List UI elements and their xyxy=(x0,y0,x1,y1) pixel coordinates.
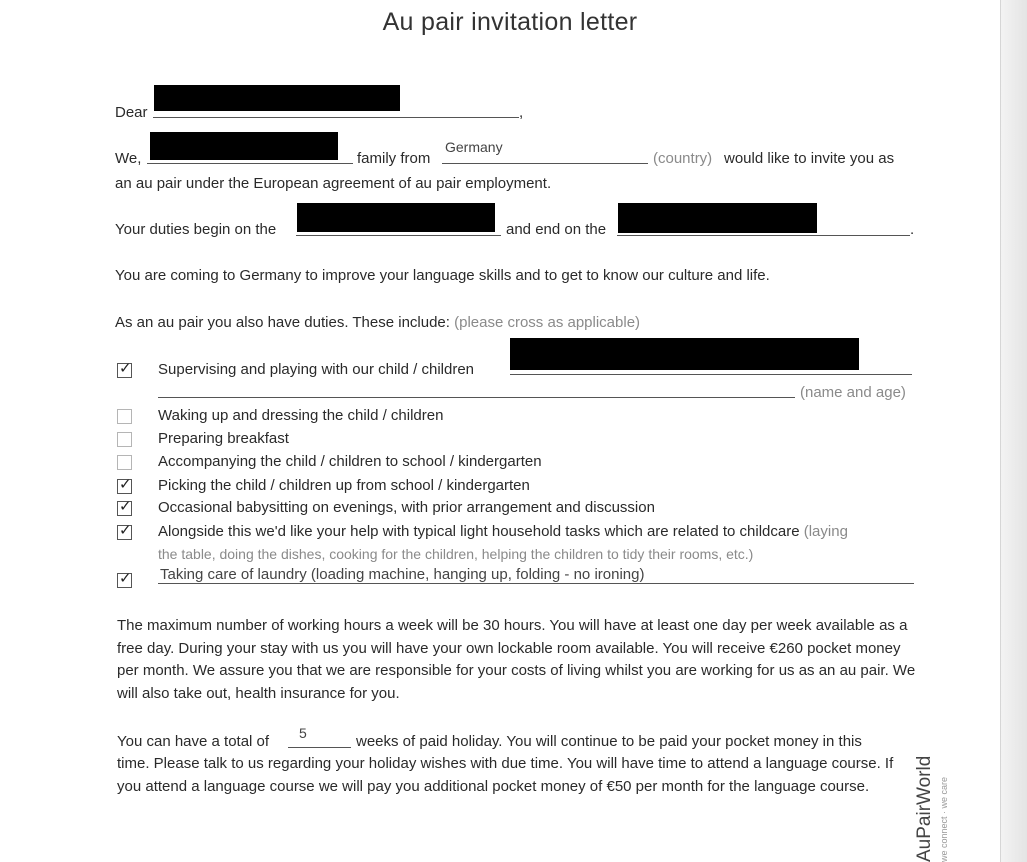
duty-label-waking: Waking up and dressing the child / children xyxy=(158,407,444,424)
duty-label-breakfast: Preparing breakfast xyxy=(158,430,289,447)
logo-name: AuPairWorld xyxy=(914,755,935,862)
country-line xyxy=(442,163,648,164)
check-mark-icon: ✓ xyxy=(119,570,132,587)
laundry-line xyxy=(158,583,914,584)
country-value: Germany xyxy=(445,139,503,155)
family-name-line xyxy=(147,163,353,164)
page-edge xyxy=(1000,0,1027,862)
check-mark-icon: ✓ xyxy=(119,498,132,515)
agreement-text: an au pair under the European agreement of au pair employment. xyxy=(115,175,552,192)
duties-intro-hint: (please cross as applicable) xyxy=(454,314,641,331)
greeting-label: Dear xyxy=(115,104,148,121)
invite-text: would like to invite you as xyxy=(724,150,895,167)
working-hours-paragraph: The maximum number of working hours a week will be 30 hours. You will have at least one day per week available as a free day. During your stay with us you will have your own lockable room available. You will receive €260 pocket money per month. We assure you that we are responsible for your costs of living whilst you are working for us as an au pair. We will also take out, health insurance for you. xyxy=(117,617,916,702)
duty-label-laundry: Taking care of laundry (loading machine, hanging up, folding - no ironing) xyxy=(160,566,645,583)
redacted-family-name xyxy=(150,132,338,160)
greeting-comma: , xyxy=(519,104,524,121)
we-label: We, xyxy=(115,150,142,167)
redacted-children-names xyxy=(510,338,859,370)
duty-checkbox-supervising[interactable] xyxy=(117,360,132,378)
holiday-weeks-line xyxy=(288,747,351,748)
duty-label-babysitting: Occasional babysitting on evenings, with prior arrangement and discussion xyxy=(158,499,655,516)
aupairworld-logo xyxy=(914,755,949,862)
duty-checkbox-breakfast[interactable] xyxy=(117,432,132,447)
logo-tagline: we connect · we care xyxy=(939,776,949,862)
duty-checkbox-accompanying[interactable] xyxy=(117,455,132,470)
holiday-weeks-value: 5 xyxy=(299,725,307,741)
duties-intro: As an au pair you also have duties. These include: (please cross as applicable) xyxy=(115,314,641,331)
page-title: Au pair invitation letter xyxy=(382,8,638,36)
duty-household-hint-continued: the table, doing the dishes, cooking for the children, helping the children to tidy their rooms, etc.) xyxy=(158,546,754,562)
redacted-recipient-name xyxy=(154,85,400,111)
duty-label-supervising: Supervising and playing with our child / children xyxy=(158,361,475,378)
holiday-rest-first: weeks of paid holiday. You will continue to be paid your pocket money in this xyxy=(356,733,862,750)
duty-label-picking-up: Picking the child / children up from school / kindergarten xyxy=(158,477,530,494)
children-hint: (name and age) xyxy=(800,384,906,401)
duty-label-accompanying: Accompanying the child / children to school / kindergarten xyxy=(158,453,542,470)
check-mark-icon: ✓ xyxy=(119,360,132,377)
end-date-line xyxy=(617,235,910,236)
duty-checkbox-waking[interactable] xyxy=(117,409,132,424)
duty-checkbox-household[interactable] xyxy=(117,522,132,540)
purpose-text: You are coming to Germany to improve your language skills and to get to know our culture and life. xyxy=(115,267,770,284)
end-date-period: . xyxy=(910,221,915,238)
duty-checkbox-laundry[interactable] xyxy=(117,570,132,588)
redacted-end-date xyxy=(618,203,817,233)
duty-checkbox-picking-up[interactable] xyxy=(117,476,132,494)
recipient-name-line xyxy=(153,117,519,118)
check-mark-icon: ✓ xyxy=(119,522,132,539)
holiday-start-text: You can have a total of xyxy=(117,733,270,750)
holiday-paragraph: time. Please talk to us regarding your holiday wishes with due time. You will have time to attend a language course. If you attend a language course we will pay you additional pocket money of €50 per month for the language course. xyxy=(117,755,894,795)
start-date-line xyxy=(296,235,501,236)
duties-end-label: and end on the xyxy=(506,221,607,238)
family-from-label: family from xyxy=(357,150,431,167)
duty-checkbox-babysitting[interactable] xyxy=(117,498,132,516)
country-hint: (country) xyxy=(653,150,713,167)
children-line-1 xyxy=(510,374,912,375)
children-line-2 xyxy=(158,397,795,398)
redacted-start-date xyxy=(297,203,495,232)
check-mark-icon: ✓ xyxy=(119,476,132,493)
duties-begin-label: Your duties begin on the xyxy=(115,221,277,238)
duty-household-hint: (laying xyxy=(803,523,848,540)
duty-label-household: Alongside this we'd like your help with typical light household tasks which are related to childcare (laying xyxy=(158,523,848,540)
